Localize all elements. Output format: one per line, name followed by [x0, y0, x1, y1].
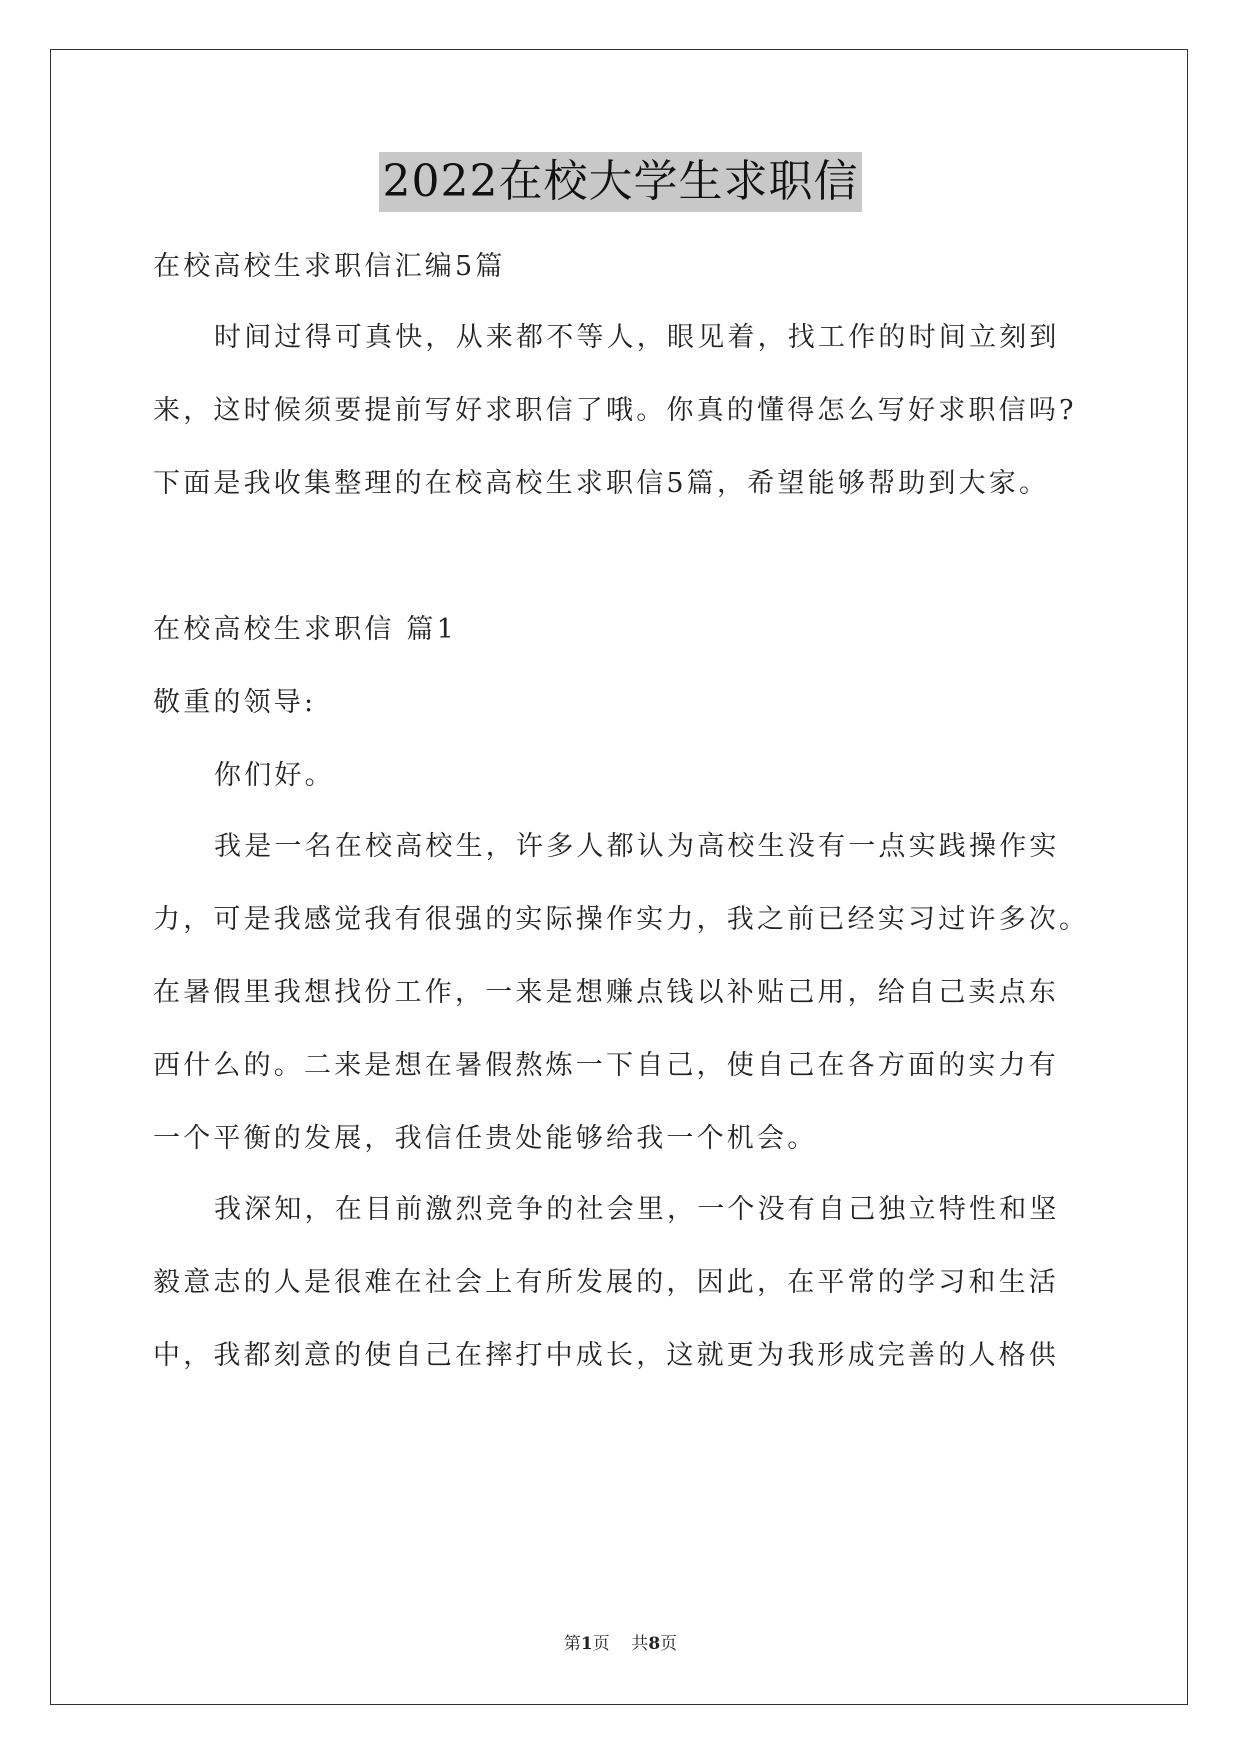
paragraph1-line-4: 西什么的。二来是想在暑假熬炼一下自己，使自己在各方面的实力有 — [153, 1050, 1059, 1081]
paragraph2-line-3: 中，我都刻意的使自己在摔打中成长，这就更为我形成完善的人格供 — [153, 1340, 1059, 1371]
section-heading: 在校高校生求职信 篇1 — [153, 614, 457, 645]
paragraph1-line-5: 一个平衡的发展，我信任贵处能够给我一个机会。 — [153, 1123, 818, 1154]
footer-page-mid: 页 共 — [592, 1634, 649, 1654]
intro-line-1: 时间过得可真快，从来都不等人，眼见着，找工作的时间立刻到 — [214, 322, 1060, 353]
paragraph2-line-1: 我深知，在目前激烈竞争的社会里，一个没有自己独立特性和坚 — [214, 1194, 1060, 1225]
document-title: 2022在校大学生求职信 — [379, 152, 863, 212]
intro-line-2: 来，这时候须要提前写好求职信了哦。你真的懂得怎么写好求职信吗? — [153, 395, 1077, 426]
paragraph1-line-1: 我是一名在校高校生，许多人都认为高校生没有一点实践操作实 — [214, 831, 1060, 862]
paragraph1-line-3: 在暑假里我想找份工作，一来是想赚点钱以补贴己用，给自己卖点东 — [153, 977, 1059, 1008]
footer-page-total: 8 — [648, 1634, 661, 1654]
paragraph1-line-2: 力，可是我感觉我有很强的实际操作实力，我之前已经实习过许多次。 — [153, 904, 1090, 935]
intro-line-3: 下面是我收集整理的在校高校生求职信5篇，希望能够帮助到大家。 — [153, 468, 1050, 499]
document-subtitle: 在校高校生求职信汇编5篇 — [153, 251, 506, 282]
page-footer — [0, 1629, 1241, 1654]
footer-page-suffix: 页 — [660, 1634, 678, 1654]
salutation: 敬重的领导: — [153, 687, 317, 718]
paragraph2-line-2: 毅意志的人是很难在社会上有所发展的，因此，在平常的学习和生活 — [153, 1267, 1059, 1298]
footer-page-prefix: 第 — [563, 1634, 581, 1654]
title-wrap — [0, 152, 1241, 212]
footer-page-current: 1 — [580, 1634, 593, 1654]
greeting: 你们好。 — [214, 760, 335, 791]
page-border — [50, 49, 1188, 1705]
